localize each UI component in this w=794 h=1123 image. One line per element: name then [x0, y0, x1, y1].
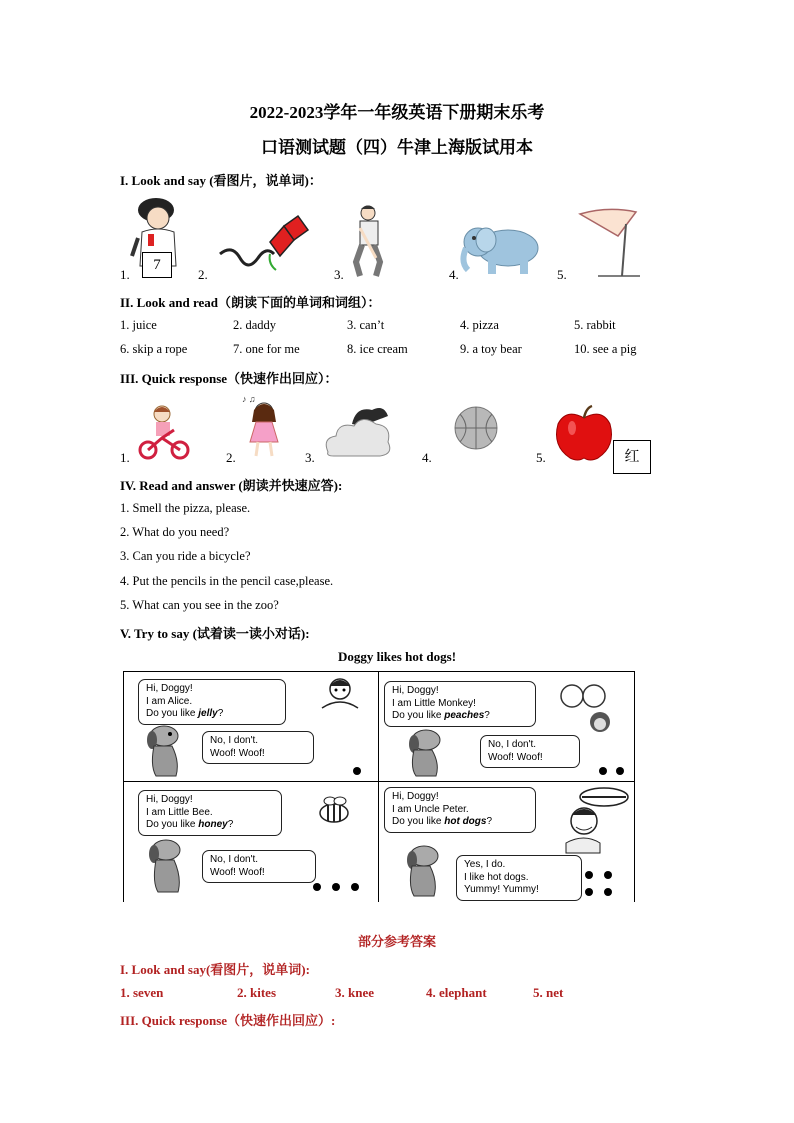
bee-icon — [312, 795, 356, 825]
panel-2-line-1: Hi, Doggy! — [392, 685, 439, 696]
panel-2-line-3: Do you like peaches? — [392, 710, 490, 721]
panel-3-line-1: Hi, Doggy! — [146, 794, 193, 805]
dots-icon — [598, 766, 628, 776]
panel-4-line-1: Hi, Doggy! — [392, 791, 439, 802]
section-5-heading: V. Try to say (试着读一读小对话): — [120, 626, 310, 641]
section-1-answer-box: 7 — [142, 252, 172, 278]
section-3-heading: III. Quick response（快速作出回应）： — [120, 371, 338, 386]
question-2: 2. What do you need? — [120, 525, 230, 539]
title-line-1: 2022-2023学年一年级英语下册期末乐考 — [249, 103, 545, 122]
s3-num-4: 4. — [422, 450, 432, 465]
girl-bike-picture — [138, 404, 192, 460]
panel-4-reply-2: I like hot dogs. — [464, 871, 529, 883]
panel-3-food: honey — [198, 819, 228, 830]
basketball-picture — [452, 404, 500, 452]
peaches-monkey-icon — [556, 682, 618, 736]
title-line-2: 口语测试题（四）牛津上海版试用本 — [261, 138, 533, 157]
panel-1-speaker-bubble — [138, 679, 286, 725]
panel-2-line-2: I am Little Monkey! — [392, 697, 476, 709]
s3-num-3: 3. — [305, 450, 315, 465]
panel-1-line-1: Hi, Doggy! — [146, 683, 193, 694]
panel-1-food: jelly — [198, 708, 218, 719]
panel-3-line-2: I am Little Bee. — [146, 806, 213, 818]
section-3-answer-box: 红 — [613, 440, 651, 474]
doggy-icon — [400, 726, 450, 778]
panel-1-line-3: Do you like jelly? — [146, 708, 224, 719]
panel-4-reply-bubble — [456, 855, 582, 901]
s1-num-1: 1. — [120, 267, 130, 282]
answer-4: 4. elephant — [426, 985, 487, 1000]
panel-4-line-3: Do you like hot dogs? — [392, 816, 493, 827]
answer-1: 1. seven — [120, 985, 164, 1000]
word-6: 6. skip a rope — [120, 342, 188, 356]
panel-3-line-3: Do you like honey? — [146, 819, 234, 830]
doggy-icon — [396, 842, 450, 898]
s3-num-1: 1. — [120, 450, 130, 465]
s3-num-5: 5. — [536, 450, 546, 465]
answers-heading: 部分参考答案 — [357, 934, 436, 949]
kites-picture — [218, 214, 310, 276]
dots-icon — [352, 766, 364, 776]
cloud-picture — [322, 404, 394, 462]
section-1-heading: I. Look and say (看图片，说单词)： — [120, 173, 322, 188]
word-3: 3. can’t — [347, 318, 385, 332]
elephant-picture — [458, 222, 542, 276]
s1-num-3: 3. — [334, 267, 344, 282]
panel-3-reply-2: Woof! Woof! — [210, 866, 265, 878]
panel-2-reply-1: No, I don't. — [488, 739, 537, 750]
panel-1-reply-bubble — [202, 731, 314, 764]
panel-3-speaker-bubble — [138, 790, 282, 836]
panel-1-reply-2: Woof! Woof! — [210, 747, 265, 759]
girl-singing-picture — [240, 392, 288, 458]
word-9: 9. a toy bear — [460, 342, 522, 356]
word-2: 2. daddy — [233, 318, 277, 332]
panel-2-reply-2: Woof! Woof! — [488, 751, 543, 763]
word-10: 10. see a pig — [574, 342, 637, 356]
word-4: 4. pizza — [460, 318, 499, 332]
answer-5: 5. net — [533, 985, 564, 1000]
section-2-heading: II. Look and read（朗读下面的单词和词组）： — [120, 295, 381, 310]
answers-section-3-heading: III. Quick response（快速作出回应）: — [120, 1013, 336, 1028]
word-8: 8. ice cream — [347, 342, 408, 356]
s1-num-4: 4. — [449, 267, 459, 282]
panel-4-reply-1: Yes, I do. — [464, 859, 506, 870]
panel-1-line-2: I am Alice. — [146, 695, 193, 707]
word-7: 7. one for me — [233, 342, 300, 356]
s1-num-2: 2. — [198, 267, 208, 282]
svg-text:♪ ♫: ♪ ♫ — [242, 394, 256, 404]
s1-num-5: 5. — [557, 267, 567, 282]
panel-4-food: hot dogs — [444, 816, 487, 827]
question-1: 1. Smell the pizza, please. — [120, 501, 251, 515]
answers-section-1-heading: I. Look and say(看图片，说单词): — [120, 962, 310, 977]
question-5: 5. What can you see in the zoo? — [120, 598, 279, 612]
panel-1-reply-1: No, I don't. — [210, 735, 259, 746]
word-1: 1. juice — [120, 318, 157, 332]
panel-3-reply-1: No, I don't. — [210, 854, 259, 865]
s3-num-2: 2. — [226, 450, 236, 465]
section-4-heading: IV. Read and answer (朗读并快速应答): — [120, 478, 343, 493]
panel-4-reply-3: Yummy! Yummy! — [464, 884, 539, 895]
doggy-icon — [140, 722, 190, 778]
panel-2-food: peaches — [444, 710, 485, 721]
net-picture — [578, 208, 642, 278]
panel-2-speaker-bubble — [384, 681, 536, 727]
question-3: 3. Can you ride a bicycle? — [120, 549, 251, 563]
answer-3: 3. knee — [335, 985, 374, 1000]
word-5: 5. rabbit — [574, 318, 616, 332]
dots-icon — [312, 882, 364, 892]
panel-4-line-2: I am Uncle Peter. — [392, 803, 469, 815]
answer-2: 2. kites — [237, 985, 276, 1000]
panel-2-reply-bubble — [480, 735, 580, 768]
doggy-icon — [142, 836, 192, 894]
uncle-peter-hotdog-icon — [560, 783, 632, 853]
panel-4-speaker-bubble — [384, 787, 536, 833]
alice-icon — [318, 676, 364, 710]
question-4: 4. Put the pencils in the pencil case,please. — [120, 574, 334, 588]
dots-icon — [584, 870, 614, 898]
panel-3-reply-bubble — [202, 850, 316, 883]
man-knee-picture — [350, 204, 394, 278]
story-title: Doggy likes hot dogs! — [337, 649, 457, 664]
apple-picture — [552, 404, 616, 464]
